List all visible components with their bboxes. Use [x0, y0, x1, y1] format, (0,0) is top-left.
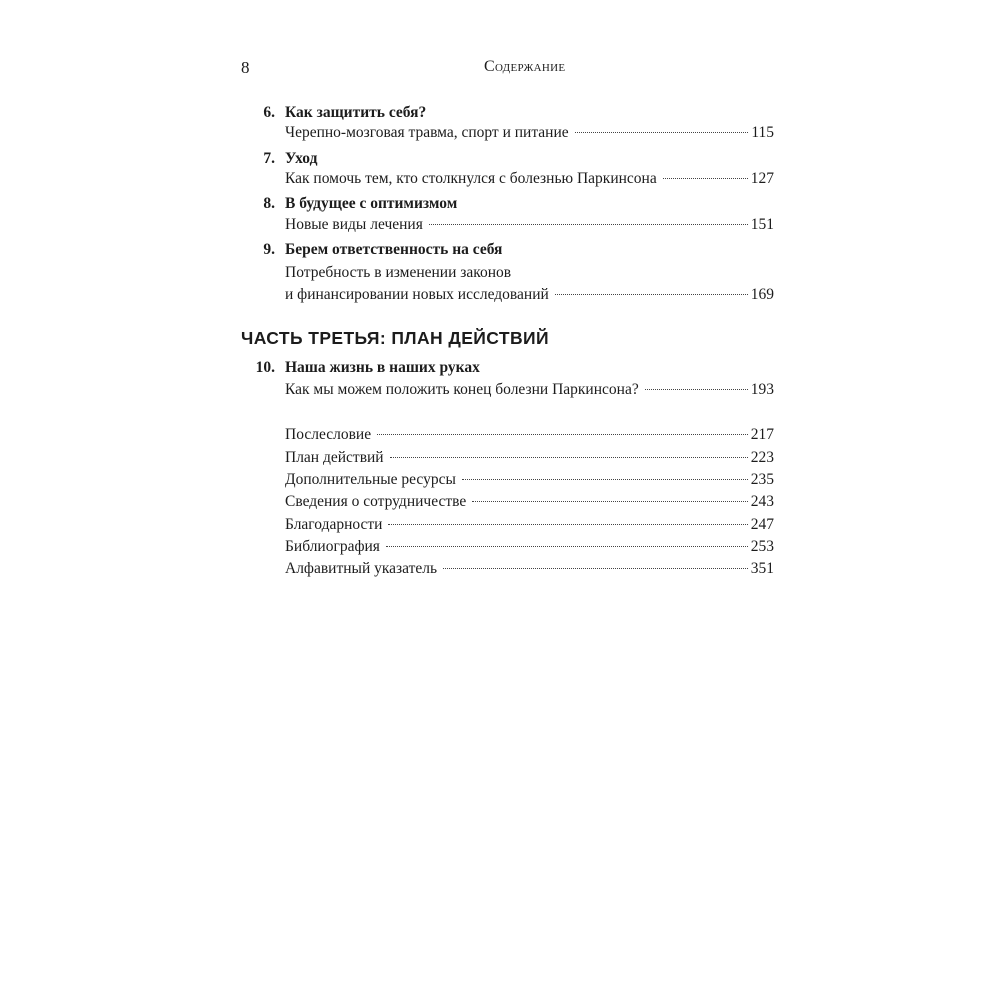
dot-leader	[555, 294, 748, 295]
toc-entry[interactable]	[285, 170, 774, 188]
chapter-number: 7.	[263, 150, 275, 167]
dot-leader	[462, 479, 748, 480]
toc-entry-label: Библиография	[285, 538, 380, 555]
chapter-number: 9.	[263, 241, 275, 258]
toc-entry-label: и финансировании новых исследований	[285, 286, 549, 303]
toc-entry[interactable]	[285, 286, 774, 304]
toc-entry[interactable]	[285, 216, 774, 234]
toc-page-number: 169	[750, 286, 774, 303]
chapter-title: Наша жизнь в наших руках	[285, 359, 480, 376]
chapter-title: Как защитить себя?	[285, 104, 427, 121]
chapter-number: 6.	[263, 104, 275, 121]
chapter-title: Берем ответственность на себя	[285, 241, 503, 258]
toc-entry-label: Благодарности	[285, 516, 383, 533]
toc-page-number: 115	[751, 124, 774, 141]
running-head: Содержание	[484, 58, 566, 75]
toc-page-number: 351	[750, 560, 774, 577]
toc-entry[interactable]	[285, 124, 774, 142]
chapter-title: Уход	[285, 150, 318, 167]
dot-leader	[377, 434, 748, 435]
toc-entry-label: Как мы можем положить конец болезни Паркинсона?	[285, 381, 639, 398]
dot-leader	[429, 224, 748, 225]
dot-leader	[663, 178, 748, 179]
toc-entry[interactable]	[285, 426, 774, 444]
toc-page-number: 243	[750, 493, 774, 510]
chapter-number: 10.	[255, 359, 275, 376]
toc-page-number: 253	[750, 538, 774, 555]
chapter-title: В будущее с оптимизмом	[285, 195, 458, 212]
toc-entry[interactable]	[285, 449, 774, 467]
toc-entry-label: Алфавитный указатель	[285, 560, 438, 577]
toc-entry[interactable]	[285, 493, 774, 511]
toc-page-number: 127	[750, 170, 774, 187]
toc-entry-label: Черепно-мозговая травма, спорт и питание	[285, 124, 569, 141]
part-title: ЧАСТЬ ТРЕТЬЯ: ПЛАН ДЕЙСТВИЙ	[241, 328, 549, 348]
toc-entry[interactable]	[285, 560, 774, 578]
toc-entry[interactable]	[285, 381, 774, 399]
toc-page-number: 217	[750, 426, 774, 443]
toc-entry[interactable]	[285, 538, 774, 556]
dot-leader	[388, 524, 747, 525]
toc-page-number: 235	[750, 471, 774, 488]
dot-leader	[645, 389, 748, 390]
toc-entry-label: План действий	[285, 449, 384, 466]
toc-page-number: 223	[750, 449, 774, 466]
toc-page-number: 193	[750, 381, 774, 398]
toc-entry-label-line: Потребность в изменении законов	[285, 264, 512, 281]
toc-page-number: 151	[750, 216, 774, 233]
toc-entry-label: Сведения о сотрудничестве	[285, 493, 467, 510]
toc-entry[interactable]	[285, 516, 774, 534]
toc-entry-label: Как помочь тем, кто столкнулся с болезнью Паркинсона	[285, 170, 657, 187]
toc-entry-label: Послесловие	[285, 426, 372, 443]
dot-leader	[472, 501, 748, 502]
toc-entry-label: Новые виды лечения	[285, 216, 423, 233]
toc-entry-label: Дополнительные ресурсы	[285, 471, 456, 488]
chapter-number: 8.	[263, 195, 275, 212]
toc-page-number: 247	[750, 516, 774, 533]
dot-leader	[390, 457, 748, 458]
toc-entry[interactable]	[285, 471, 774, 489]
page-number: 8	[241, 58, 250, 77]
dot-leader	[575, 132, 749, 133]
dot-leader	[386, 546, 748, 547]
dot-leader	[443, 568, 748, 569]
